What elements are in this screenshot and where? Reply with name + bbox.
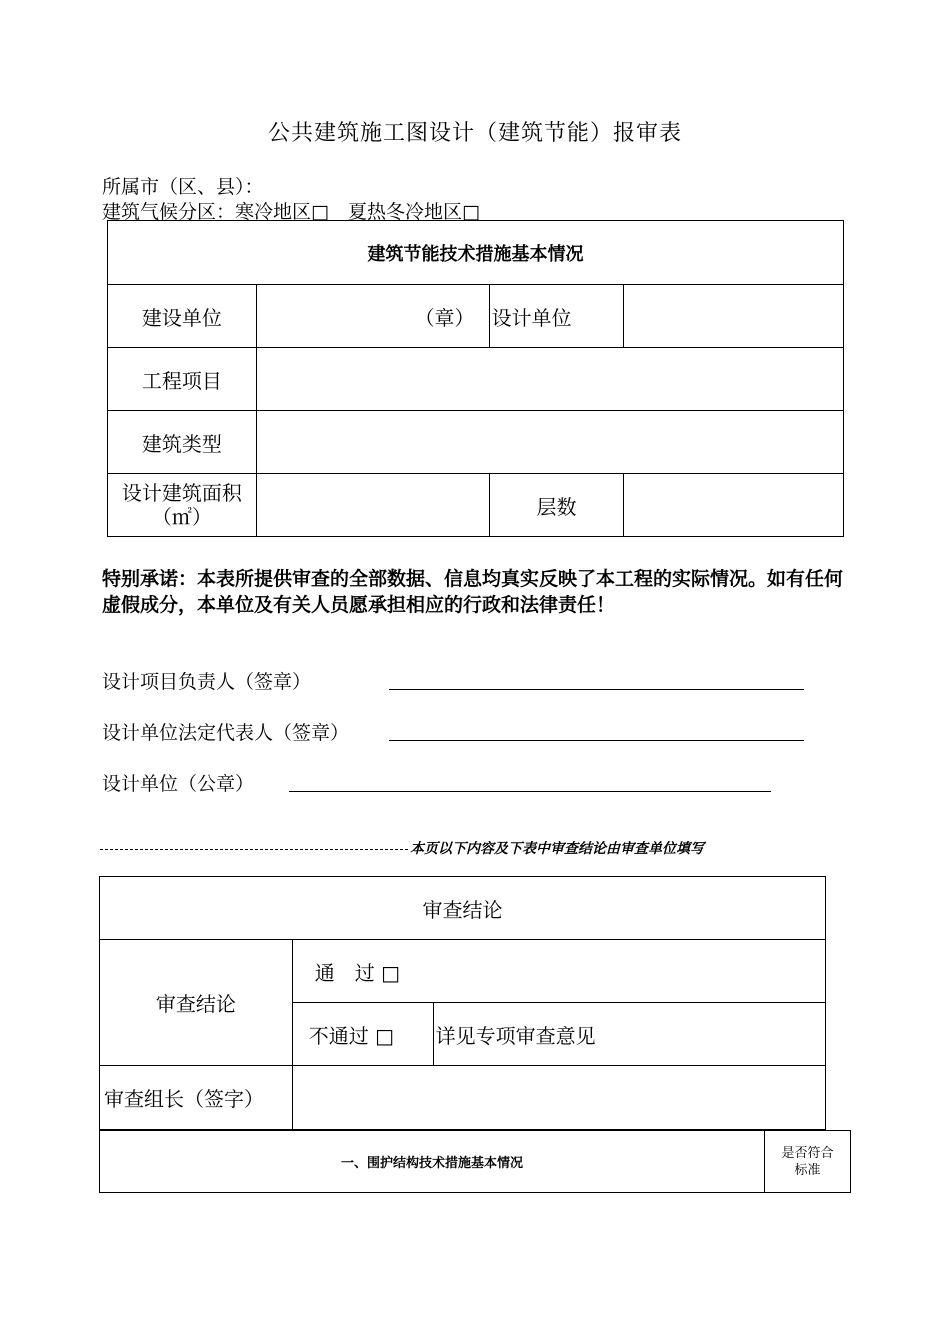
compliance-header-line1: 是否符合 bbox=[781, 1145, 834, 1161]
builder-label: 建设单位 bbox=[108, 285, 257, 348]
legal-rep-signature-label: 设计单位法定代表人（签章） bbox=[102, 722, 350, 744]
reviewer-note bbox=[100, 838, 704, 858]
city-line: 所属市（区、县）： bbox=[102, 176, 264, 198]
project-lead-signature-line[interactable] bbox=[389, 689, 804, 690]
compliance-header-line2: 标准 bbox=[794, 1162, 821, 1178]
see-detail-note: 详见专项审查意见 bbox=[433, 1003, 825, 1066]
compliance-header bbox=[765, 1131, 851, 1193]
basic-info-heading: 建筑节能技术措施基本情况 bbox=[108, 221, 844, 285]
climate-zone-line: 建筑气候分区：寒冷地区□ 夏热冬冷地区□ bbox=[102, 201, 480, 223]
builder-value[interactable] bbox=[256, 285, 489, 348]
area-label-main: 设计建筑面积 bbox=[121, 481, 242, 505]
project-lead-signature-label: 设计项目负责人（签章） bbox=[102, 671, 312, 693]
dashed-separator bbox=[100, 849, 408, 850]
designer-label: 设计单位 bbox=[489, 285, 624, 348]
conclusion-label: 审查结论 bbox=[100, 940, 293, 1066]
legal-rep-signature-line[interactable] bbox=[389, 740, 804, 741]
area-label bbox=[108, 474, 257, 537]
pass-option[interactable]: 通 过 □ bbox=[292, 940, 825, 1003]
unit-seal-label: 设计单位（公章） bbox=[102, 773, 255, 795]
review-heading: 审查结论 bbox=[100, 877, 826, 940]
project-value[interactable] bbox=[256, 348, 843, 411]
basic-info-table bbox=[107, 220, 844, 537]
area-value[interactable] bbox=[256, 474, 489, 537]
floors-label: 层数 bbox=[489, 474, 624, 537]
fail-option[interactable]: 不通过 □ bbox=[292, 1003, 433, 1066]
designer-value[interactable] bbox=[624, 285, 844, 348]
seal-mark: （章） bbox=[414, 305, 475, 330]
area-label-unit: （㎡） bbox=[151, 505, 212, 529]
envelope-table bbox=[99, 1130, 851, 1193]
floors-value[interactable] bbox=[624, 474, 844, 537]
commitment-text: 特别承诺：本表所提供审查的全部数据、信息均真实反映了本工程的实际情况。如有任何虚假成分，本单位及有关人员愿承担相应的行政和法律责任！ bbox=[102, 568, 844, 616]
project-label: 工程项目 bbox=[108, 348, 257, 411]
envelope-title: 一、围护结构技术措施基本情况 bbox=[100, 1131, 765, 1193]
building-type-label: 建筑类型 bbox=[108, 411, 257, 474]
building-type-value[interactable] bbox=[256, 411, 843, 474]
leader-signature-cell[interactable] bbox=[292, 1066, 825, 1130]
unit-seal-line[interactable] bbox=[289, 791, 771, 792]
review-table bbox=[99, 876, 826, 1130]
leader-label: 审查组长（签字） bbox=[100, 1066, 293, 1130]
reviewer-note-text: 本页以下内容及下表中审查结论由审查单位填写 bbox=[410, 841, 704, 857]
page-title: 公共建筑施工图设计（建筑节能）报审表 bbox=[267, 121, 682, 146]
